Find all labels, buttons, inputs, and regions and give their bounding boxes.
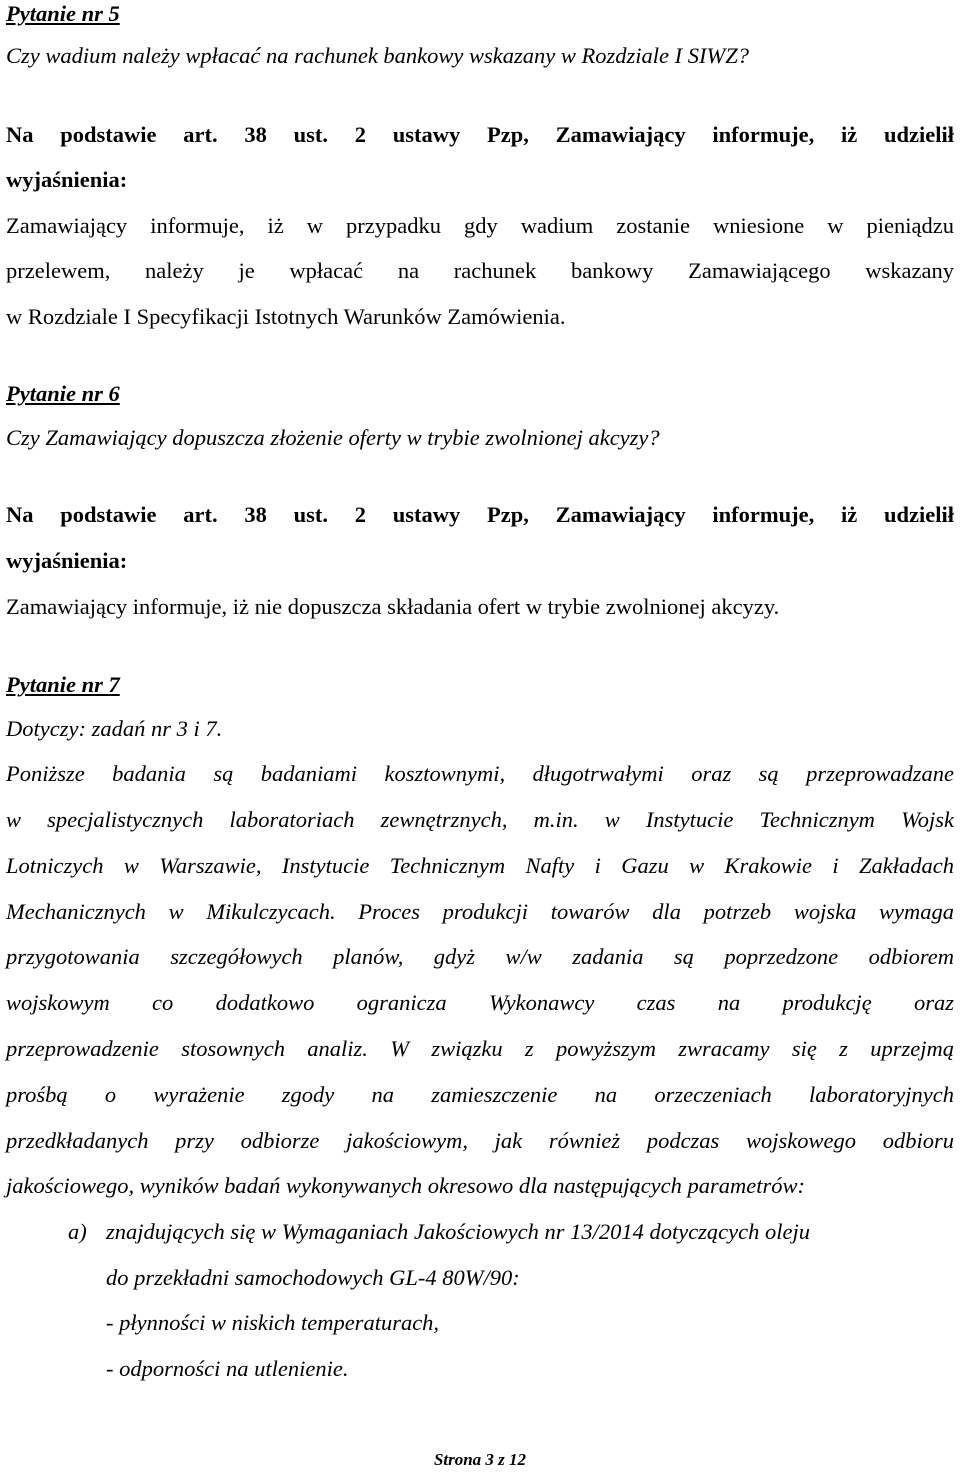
question-7-body-line: jakościowego, wyników badań wykonywanych okresowo dla następujących parametrów: xyxy=(6,1173,806,1198)
list-item-text: znajdujących się w Wymaganiach Jakościowych nr 13/2014 dotyczących oleju xyxy=(106,1219,811,1244)
question-6-answer-intro: Na podstawie art. 38 ust. 2 ustawy Pzp, Zamawiający informuje, iż udzielił xyxy=(6,502,954,527)
question-6-answer-intro-cont: wyjaśnienia: xyxy=(6,548,128,573)
question-5-answer-intro: Na podstawie art. 38 ust. 2 ustawy Pzp, Zamawiający informuje, iż udzielił xyxy=(6,122,954,147)
page-footer: Strona 3 z 12 xyxy=(433,1450,527,1469)
question-7-body-line: w specjalistycznych laboratoriach zewnętrznych, m.in. w Instytucie Technicznym Wojsk xyxy=(6,807,954,832)
question-7-body-line: przeprowadzenie stosownych analiz. W związku z powyższym zwracamy się z uprzejmą xyxy=(6,1036,954,1061)
question-7-concerns: Dotyczy: zadań nr 3 i 7. xyxy=(6,716,223,741)
question-6-answer-line: Zamawiający informuje, iż nie dopuszcza składania ofert w trybie zwolnionej akcyzy. xyxy=(6,594,780,619)
question-5-answer-line: przelewem, należy je wpłacać na rachunek bankowy Zamawiającego wskazany xyxy=(6,258,954,283)
sub-item: - płynności w niskich temperaturach, xyxy=(106,1310,440,1335)
question-7-body-line: przygotowania szczegółowych planów, gdyż w/w zadania są poprzedzone odbiorem xyxy=(6,944,954,969)
question-5-answer-intro-cont: wyjaśnienia: xyxy=(6,167,128,192)
question-5-text: Czy wadium należy wpłacać na rachunek bankowy wskazany w Rozdziale I SIWZ? xyxy=(6,43,750,68)
question-7-body-line: Poniższe badania są badaniami kosztownymi, długotrwałymi oraz są przeprowadzane xyxy=(6,761,954,786)
list-item-text-cont: do przekładni samochodowych GL-4 80W/90: xyxy=(106,1265,520,1290)
question-6-text: Czy Zamawiający dopuszcza złożenie oferty w trybie zwolnionej akcyzy? xyxy=(6,425,660,450)
list-item xyxy=(6,1218,954,1246)
sub-item: - odporności na utlenienie. xyxy=(106,1356,349,1381)
list-marker: a) xyxy=(68,1219,87,1244)
question-7-body-line: prośbą o wyrażenie zgody na zamieszczenie na orzeczeniach laboratoryjnych xyxy=(6,1082,954,1107)
question-5-heading: Pytanie nr 5 xyxy=(6,1,120,26)
question-6-heading: Pytanie nr 6 xyxy=(6,381,120,406)
question-7-heading: Pytanie nr 7 xyxy=(6,672,120,697)
question-5-answer-line: Zamawiający informuje, iż w przypadku gdy wadium zostanie wniesione w pieniądzu xyxy=(6,213,954,238)
question-7-body-line: Lotniczych w Warszawie, Instytucie Technicznym Nafty i Gazu w Krakowie i Zakładach xyxy=(6,853,954,878)
question-7-body-line: przedkładanych przy odbiorze jakościowym, jak również podczas wojskowego odbioru xyxy=(6,1128,954,1153)
question-5-answer-line: w Rozdziale I Specyfikacji Istotnych Warunków Zamówienia. xyxy=(6,304,566,329)
question-7-body-line: wojskowym co dodatkowo ogranicza Wykonawcy czas na produkcję oraz xyxy=(6,990,954,1015)
question-7-body-line: Mechanicznych w Mikulczycach. Proces produkcji towarów dla potrzeb wojska wymaga xyxy=(6,899,954,924)
